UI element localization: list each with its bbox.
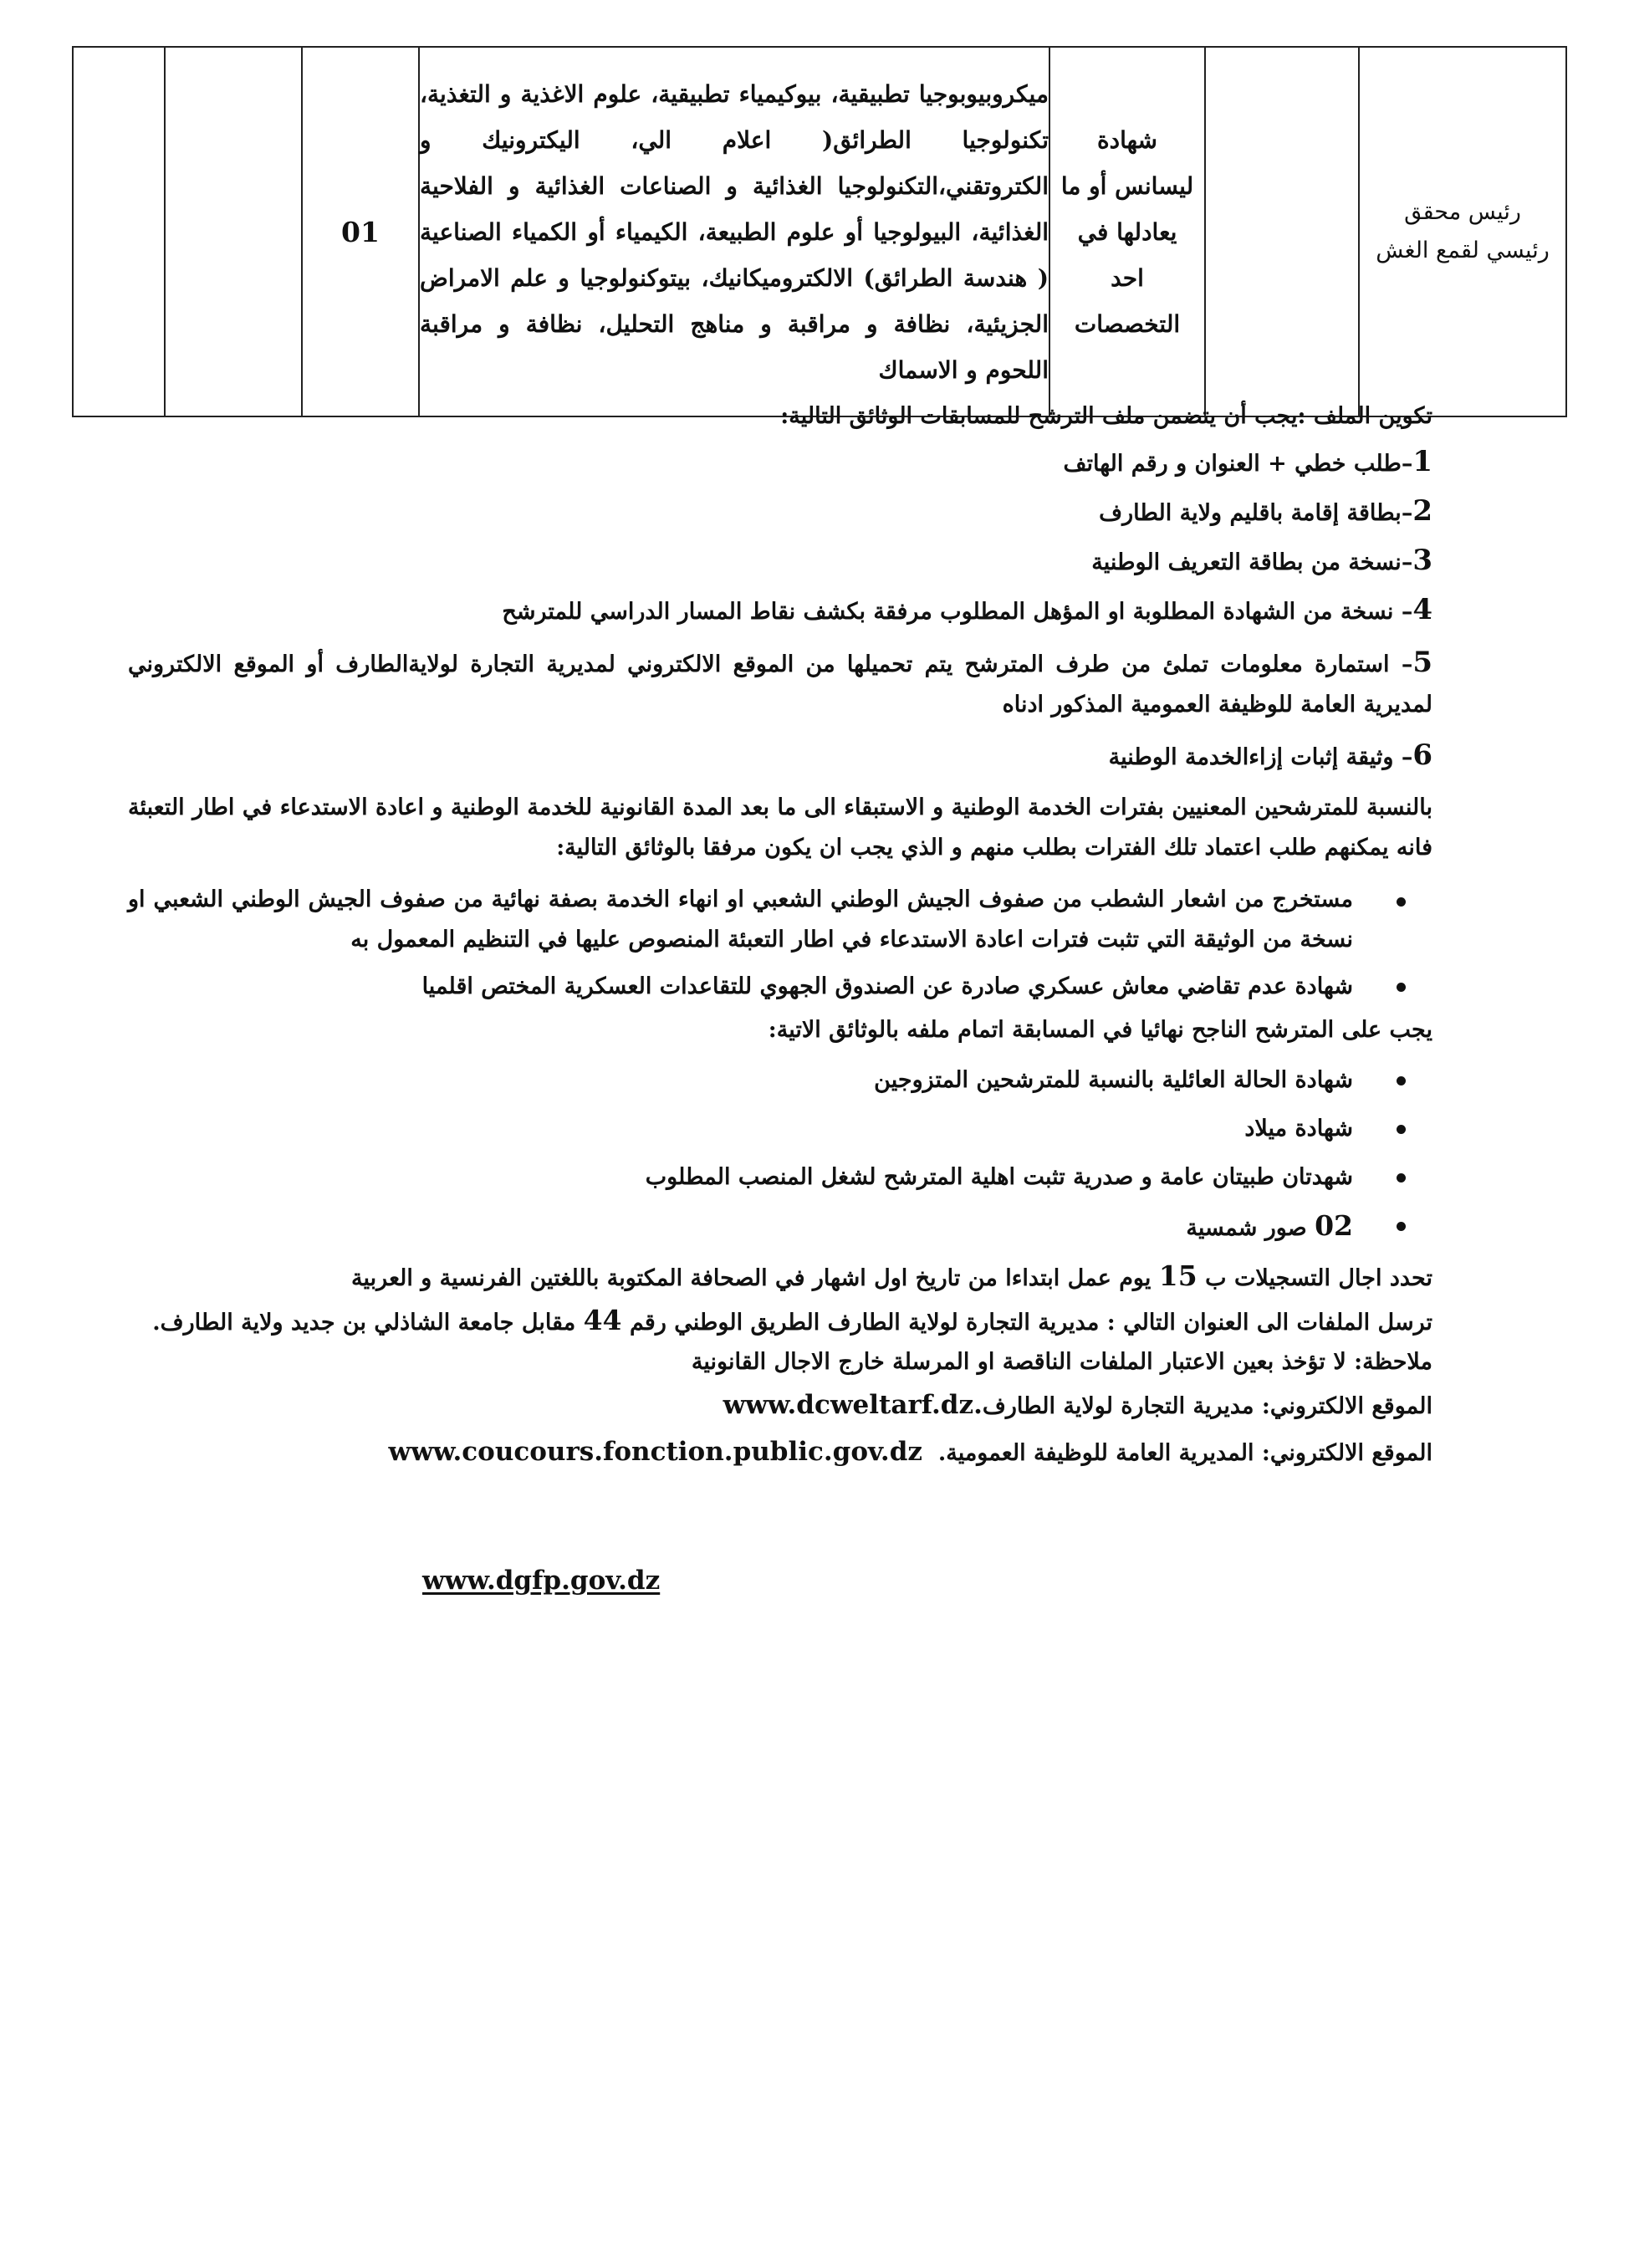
- positions-count: 01: [302, 47, 419, 416]
- website-line-commerce: الموقع الالكتروني: مديرية التجارة لولاية الطارفwww.dcweltarf.dz.: [723, 1390, 1432, 1420]
- list-item: 3–نسخة من بطاقة التعريف الوطنية: [1091, 544, 1432, 577]
- degree-cell: شهادة ليسانس أو ما يعادلها في احد التخصصات: [1049, 47, 1205, 416]
- positions-table: [72, 46, 1567, 417]
- list-item: شهادة الحالة العائلية بالنسبة للمترشحين المتزوجين: [128, 1059, 1432, 1102]
- list-item: 4– نسخة من الشهادة المطلوبة او المؤهل المطلوب مرفقة بكشف نقاط المسار الدراسي للمترشح: [502, 593, 1432, 626]
- list-item: 02 صور شمسية: [128, 1204, 1432, 1250]
- bullet-icon: [1397, 1173, 1406, 1183]
- website-link[interactable]: www.coucours.fonction.public.gov.dz: [388, 1437, 922, 1467]
- table-cell-empty: [1205, 47, 1359, 416]
- note-text: ملاحظة: لا تؤخذ بعين الاعتبار الملفات الناقصة او المرسلة خارج الاجال القانونية: [691, 1349, 1432, 1375]
- bullet-icon: [1397, 1222, 1406, 1231]
- specialties-cell: ميكروبيوبوجيا تطبيقية، بيوكيمياء تطبيقية، علوم الاغذية و التغذية، تكنولوجيا الطرائق( اعلام الي، اليكترونيك و الكتروتقني،التكنولوجيا الغذائية و الصناعات الغذائية و الفلاحية الغذائية، البيولوجيا أو علوم الطبيعة، الكيمياء أو الكمياء الصناعية ( هندسة الطرائق) الالكتروميكانيك، بيتوكنولوجيا و علم الامراض الجزيئية، نظافة و مراقبة و مناهج التحليل، نظافة و مراقبة اللحوم و الاسماك: [419, 47, 1049, 416]
- list-item: 6– وثيقة إثبات إزاءالخدمة الوطنية: [1108, 738, 1432, 772]
- winner-documents-list: [128, 1059, 1432, 1250]
- grade-cell: رئيس محقق رئيسي لقمع الغش: [1359, 47, 1566, 416]
- military-documents-list: [128, 880, 1432, 1009]
- bullet-icon: [1397, 983, 1406, 992]
- list-item: 2–بطاقة إقامة باقليم ولاية الطارف: [1099, 494, 1432, 528]
- table-cell-empty: [73, 47, 165, 416]
- bullet-icon: [1397, 897, 1406, 907]
- website-link[interactable]: www.dgfp.gov.dz: [422, 1566, 661, 1596]
- list-item: 1–طلب خطي + العنوان و رقم الهاتف: [1063, 445, 1432, 478]
- address-text: ترسل الملفات الى العنوان التالي : مديرية التجارة لولاية الطارف الطريق الوطني رقم 44 مقابل جامعة الشاذلي بن جديد ولاية الطارف.: [152, 1304, 1432, 1336]
- file-requirements: [128, 400, 1432, 1478]
- list-item: شهادة عدم تقاضي معاش عسكري صادرة عن الصندوق الجهوي للتقاعدات العسكرية المختص اقلميا: [128, 965, 1432, 1009]
- table-row: [73, 47, 1566, 416]
- winner-intro: يجب على المترشح الناجح نهائيا في المسابقة اتمام ملفه بالوثائق الاتية:: [768, 1017, 1432, 1043]
- website-link[interactable]: www.dcweltarf.dz.: [723, 1390, 983, 1420]
- bullet-icon: [1397, 1125, 1406, 1134]
- list-item: مستخرج من اشعار الشطب من صفوف الجيش الوطني الشعبي او انهاء الخدمة بصفة نهائية من صفوف الجيش الوطني الشعبي او نسخة من الوثيقة التي تثبت فترات اعادة الاستدعاء في اطار التعبئة المنصوص عليها في التنظيم المعمول به: [128, 880, 1432, 960]
- website-line-fonction-publique: الموقع الالكتروني: المديرية العامة للوظيفة العمومية. www.coucours.fonction.public.gov.dz: [388, 1437, 1432, 1467]
- bullet-icon: [1397, 1076, 1406, 1085]
- deadline-text: تحدد اجال التسجيلات ب 15 يوم عمل ابتداءا من تاريخ اول اشهار في الصحافة المكتوبة باللغتين الفرنسية و العربية: [351, 1259, 1432, 1292]
- list-item: 5– استمارة معلومات تملئ من طرف المترشح يتم تحميلها من الموقع الالكتروني لمديرية التجارة لولايةالطارف أو الموقع الالكتروني لمديرية العامة للوظيفة العمومية المذكور ادناه: [128, 646, 1432, 718]
- table-cell-empty: [165, 47, 302, 416]
- list-item: شهدتان طبيتان عامة و صدرية تثبت اهلية المترشح لشغل المنصب المطلوب: [128, 1156, 1432, 1199]
- file-intro: تكوين الملف :يجب أن يتضمن ملف الترشح للمسابقات الوثائق التالية:: [780, 403, 1432, 429]
- military-paragraph: بالنسبة للمترشحين المعنيين بفترات الخدمة الوطنية و الاستبقاء الى ما بعد المدة القانونية للخدمة الوطنية و اعادة الاستدعاء في اطار التعبئة فانه يمكنهم طلب اعتماد تلك الفترات بطلب منهم و الذي يجب ان يكون مرفقا بالوثائق التالية:: [128, 794, 1432, 861]
- list-item: شهادة ميلاد: [128, 1107, 1432, 1151]
